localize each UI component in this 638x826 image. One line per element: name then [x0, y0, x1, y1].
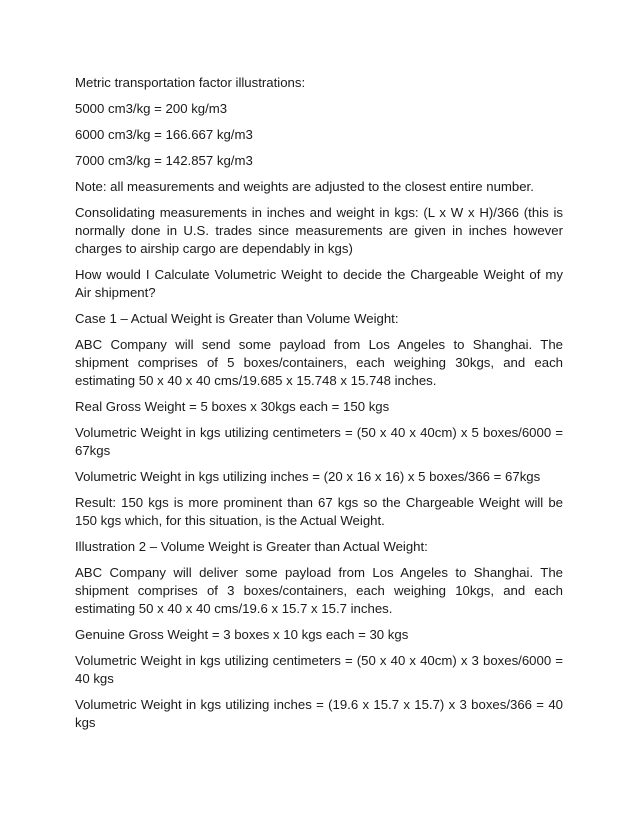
rounding-note: Note: all measurements and weights are adjusted to the closest entire number. [75, 179, 534, 194]
case-1-volumetric-cm: Volumetric Weight in kgs utilizing centimeters = (50 x 40 x 40cm) x 5 boxes/6000 = 67kgs [75, 425, 563, 458]
case-2-heading: Illustration 2 – Volume Weight is Greater than Actual Weight: [75, 539, 428, 554]
case-2-gross-weight: Genuine Gross Weight = 3 boxes x 10 kgs each = 30 kgs [75, 627, 409, 642]
inches-formula-paragraph: Consolidating measurements in inches and weight in kgs: (L x W x H)/366 (this is normally done in U.S. trades since measurements are given in inches however charges to airship cargo are dependably in kgs) [75, 205, 563, 256]
case-1-result: Result: 150 kgs is more prominent than 67 kgs so the Chargeable Weight will be 150 kgs which, for this situation, is the Actual Weight. [75, 495, 563, 528]
case-2-description: ABC Company will deliver some payload from Los Angeles to Shanghai. The shipment comprises of 3 boxes/containers, each weighing 10kgs, and each estimating 50 x 40 x 40 cms/19.6 x 15.7 x 15.7 inches. [75, 565, 563, 616]
question-paragraph: How would I Calculate Volumetric Weight to decide the Chargeable Weight of my Air shipment? [75, 267, 563, 300]
case-1-heading: Case 1 – Actual Weight is Greater than Volume Weight: [75, 311, 399, 326]
section-heading-metric-factors: Metric transportation factor illustrations: [75, 75, 306, 90]
factor-line-6000: 6000 cm3/kg = 166.667 kg/m3 [75, 127, 253, 142]
case-1-gross-weight: Real Gross Weight = 5 boxes x 30kgs each = 150 kgs [75, 399, 390, 414]
case-1-volumetric-inches: Volumetric Weight in kgs utilizing inches = (20 x 16 x 16) x 5 boxes/366 = 67kgs [75, 469, 541, 484]
case-2-volumetric-inches: Volumetric Weight in kgs utilizing inches = (19.6 x 15.7 x 15.7) x 3 boxes/366 = 40 kgs [75, 697, 563, 730]
case-2-volumetric-cm: Volumetric Weight in kgs utilizing centimeters = (50 x 40 x 40cm) x 3 boxes/6000 = 40 kgs [75, 653, 563, 686]
case-1-description: ABC Company will send some payload from Los Angeles to Shanghai. The shipment comprises of 5 boxes/containers, each weighing 30kgs, and each estimating 50 x 40 x 40 cms/19.685 x 15.748 x 15.748 inches. [75, 337, 563, 388]
factor-line-7000: 7000 cm3/kg = 142.857 kg/m3 [75, 153, 253, 168]
document-body [75, 74, 563, 740]
factor-line-5000: 5000 cm3/kg = 200 kg/m3 [75, 101, 228, 116]
